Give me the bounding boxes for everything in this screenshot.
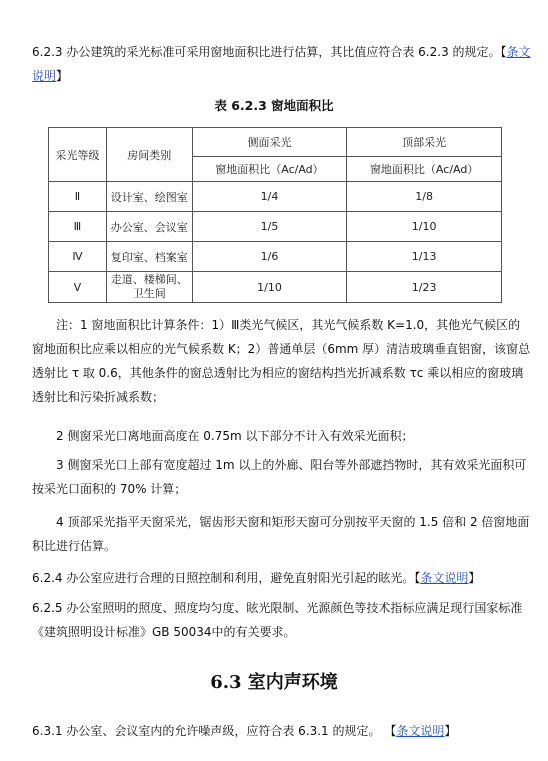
cell-room: 设计室、绘图室: [106, 182, 192, 212]
table-row: [49, 212, 502, 242]
clause-text: 6.3.1 办公室、会议室内的允许噪声级，应符合表 6.3.1 的规定。 【: [32, 724, 397, 738]
header-top-sub: 窗地面积比（Ac/Ad）: [347, 157, 502, 182]
table-title: 表 6.2.3 窗地面积比: [214, 98, 334, 113]
cell-grade: Ⅲ: [49, 212, 107, 242]
cell-room: 走道、楼梯间、卫生间: [106, 272, 192, 303]
clause-text: 6.2.3 办公建筑的采光标准可采用窗地面积比进行估算，其比值应符合表 6.2.3 的规定。【: [32, 45, 507, 59]
cell-side: 1/4: [192, 182, 347, 212]
cell-top: 1/13: [347, 242, 502, 272]
cell-side: 1/10: [192, 272, 347, 303]
clause-explanation-link[interactable]: 条文说明: [32, 45, 531, 83]
cell-grade: Ⅱ: [49, 182, 107, 212]
cell-top: 1/8: [347, 182, 502, 212]
clause-text: 6.2.4 办公室应进行合理的日照控制和利用，避免直射阳光引起的眩光。【: [32, 571, 421, 585]
header-side: 侧面采光: [192, 128, 347, 157]
bracket-close: 】: [444, 724, 457, 738]
cell-room: 办公室、会议室: [106, 212, 192, 242]
clause-6-2-3: [32, 40, 532, 88]
section-title: 6.3 室内声环境: [210, 672, 338, 693]
cell-room: 复印室、档案室: [106, 242, 192, 272]
cell-grade: Ⅳ: [49, 242, 107, 272]
header-top: 顶部采光: [347, 128, 502, 157]
bracket-close: 】: [56, 69, 69, 83]
cell-side: 1/6: [192, 242, 347, 272]
note-4: 4 顶部采光指平天窗采光，锯齿形天窗和矩形天窗可分别按平天窗的 1.5 倍和 2 倍窗地面积比进行估算。: [32, 515, 530, 553]
table-row: [49, 272, 502, 303]
cell-side: 1/5: [192, 212, 347, 242]
note-2: 2 侧窗采光口离地面高度在 0.75m 以下部分不计入有效采光面积；: [56, 429, 414, 443]
cell-top: 1/23: [347, 272, 502, 303]
header-grade: 采光等级: [49, 128, 107, 182]
header-side-sub: 窗地面积比（Ac/Ad）: [192, 157, 347, 182]
bracket-close: 】: [468, 571, 481, 585]
cell-grade: Ⅴ: [49, 272, 107, 303]
clause-explanation-link[interactable]: 条文说明: [420, 571, 469, 585]
clause-6-3-1: [32, 719, 532, 743]
header-room: 房间类别: [106, 128, 192, 182]
note-3: 3 侧窗采光口上部有宽度超过 1m 以上的外廊、阳台等外部遮挡物时，其有效采光面积可按采光口面积的 70% 计算；: [32, 458, 527, 496]
clause-6-2-5: 6.2.5 办公室照明的照度、照度均匀度、眩光限制、光源颜色等技术指标应满足现行国家标准《建筑照明设计标准》GB 50034中的有关要求。: [32, 601, 523, 639]
window-floor-ratio-table: [48, 127, 502, 303]
clause-explanation-link[interactable]: 条文说明: [396, 724, 445, 738]
table-row: [49, 182, 502, 212]
table-row: [49, 242, 502, 272]
clause-6-2-4: [32, 566, 532, 590]
cell-top: 1/10: [347, 212, 502, 242]
note-1: 注：1 窗地面积比计算条件：1）Ⅲ类光气候区，其光气候系数 K=1.0，其他光气候区的窗地面积比应乘以相应的光气候系数 K；2）普通单层（6mm 厚）清洁玻璃垂直铝窗，该窗总透射比 τ 取 0.6，其他条件的窗总透射比为相应的窗结构挡光折减系数 τc 乘以相应的窗玻璃透射比和污染折减系数；: [32, 318, 531, 404]
